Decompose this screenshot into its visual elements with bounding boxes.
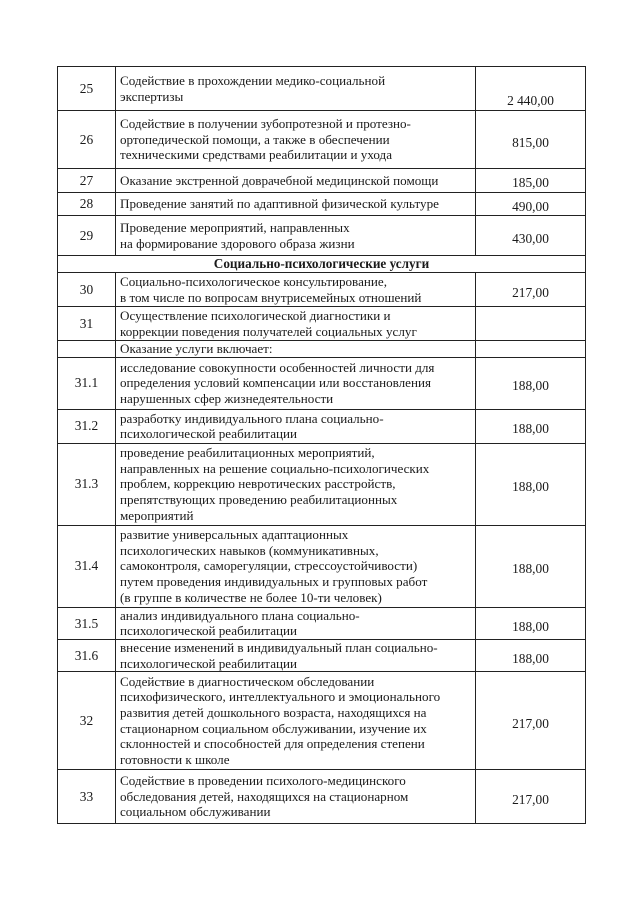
service-price: 430,00	[476, 216, 586, 256]
service-description	[116, 169, 476, 193]
row-number: 31.3	[58, 443, 116, 525]
service-description	[116, 307, 476, 341]
row-number: 29	[58, 216, 116, 256]
service-price: 815,00	[476, 111, 586, 169]
row-number: 31.6	[58, 639, 116, 671]
description-line: анализ индивидуального плана социально-	[120, 607, 360, 623]
table-row	[58, 672, 586, 770]
description-line: Содействие в диагностическом обследовании	[120, 673, 375, 689]
description-line: препятствующих проведению реабилитационных	[120, 492, 398, 508]
description-line: разработку индивидуального плана социально-	[120, 410, 384, 426]
section-title: Социально-психологические услуги	[58, 256, 586, 273]
description-line: ортопедической помощи, а также в обеспечении	[120, 131, 390, 147]
service-description	[116, 443, 476, 525]
description-line: готовности к школе	[120, 751, 230, 767]
description-line: Проведение занятий по адаптивной физической культуре	[120, 196, 439, 212]
section-header-row	[58, 256, 586, 273]
description-line: развитие универсальных адаптационных	[120, 527, 349, 543]
description-line: направленных на решение социально-психологических	[120, 460, 430, 476]
services-tariff-table	[57, 66, 585, 824]
description-line: Оказание услуги включает:	[120, 341, 273, 357]
description-line: исследование совокупности особенностей личности для	[120, 359, 435, 375]
description-line: психологических навыков (коммуникативных,	[120, 542, 379, 558]
section-header-group	[58, 256, 586, 273]
row-number: 32	[58, 672, 116, 770]
service-price: 2 440,00	[476, 67, 586, 111]
service-description	[116, 357, 476, 409]
table-row	[58, 216, 586, 256]
table-row	[58, 273, 586, 307]
rows-group-general	[58, 67, 586, 256]
row-number: 26	[58, 111, 116, 169]
row-number	[58, 341, 116, 358]
service-description	[116, 273, 476, 307]
table-row	[58, 409, 586, 443]
service-price: 490,00	[476, 192, 586, 216]
row-number: 30	[58, 273, 116, 307]
description-line: мероприятий	[120, 507, 194, 523]
description-line: коррекции поведения получателей социальных услуг	[120, 323, 417, 339]
description-line: Содействие в получении зубопротезной и протезно-	[120, 116, 411, 132]
service-price: 188,00	[476, 607, 586, 639]
tariff-table	[57, 66, 586, 824]
table-row	[58, 192, 586, 216]
row-number: 31.2	[58, 409, 116, 443]
description-line: техническими средствами реабилитации и ухода	[120, 147, 393, 163]
service-description	[116, 525, 476, 607]
description-line: психологической реабилитации	[120, 623, 298, 639]
row-number: 31	[58, 307, 116, 341]
description-line: стационарном социальном обслуживании, изучение их	[120, 720, 427, 736]
description-line: на формирование здорового образа жизни	[120, 235, 355, 251]
table-row	[58, 341, 586, 358]
service-description	[116, 341, 476, 358]
description-line: социальном обслуживании	[120, 804, 271, 820]
description-line: обследования детей, находящихся на стационарном	[120, 788, 409, 804]
table-row	[58, 67, 586, 111]
service-price: 188,00	[476, 525, 586, 607]
description-line: проблем, коррекцию невротических расстройств,	[120, 476, 396, 492]
table-row	[58, 607, 586, 639]
row-number: 31.1	[58, 357, 116, 409]
table-row	[58, 111, 586, 169]
table-row	[58, 357, 586, 409]
description-line: проведение реабилитационных мероприятий,	[120, 445, 375, 461]
description-line: психофизического, интеллектуального и эмоционального	[120, 689, 441, 705]
row-number: 31.5	[58, 607, 116, 639]
description-line: Содействие в проведении психолого-медицинского	[120, 773, 406, 789]
service-price	[476, 307, 586, 341]
description-line: развития детей дошкольного возраста, находящихся на	[120, 705, 427, 721]
row-number: 25	[58, 67, 116, 111]
description-line: Социально-психологическое консультирование,	[120, 274, 387, 290]
description-line: в том числе по вопросам внутрисемейных отношений	[120, 289, 422, 305]
service-description	[116, 607, 476, 639]
table-row	[58, 443, 586, 525]
table-row	[58, 169, 586, 193]
description-line: Оказание экстренной доврачебной медицинской помощи	[120, 172, 439, 188]
description-line: определения условий компенсации или восстановления	[120, 375, 432, 391]
service-price: 185,00	[476, 169, 586, 193]
description-line: психологической реабилитации	[120, 426, 298, 442]
row-number: 28	[58, 192, 116, 216]
row-number: 27	[58, 169, 116, 193]
table-row	[58, 639, 586, 671]
description-line: нарушенных сфер жизнедеятельности	[120, 391, 334, 407]
description-line: психологической реабилитации	[120, 655, 298, 671]
table-row	[58, 770, 586, 824]
description-line: склонностей и способностей для определения степени	[120, 736, 425, 752]
description-line: Проведение мероприятий, направленных	[120, 220, 350, 236]
rows-group-social-psychological	[58, 273, 586, 824]
row-number: 33	[58, 770, 116, 824]
service-price: 188,00	[476, 357, 586, 409]
service-price	[476, 341, 586, 358]
description-line: внесение изменений в индивидуальный план социально-	[120, 639, 438, 655]
service-price: 188,00	[476, 639, 586, 671]
service-price: 217,00	[476, 672, 586, 770]
table-row	[58, 525, 586, 607]
table-row	[58, 307, 586, 341]
service-price: 217,00	[476, 273, 586, 307]
service-description	[116, 409, 476, 443]
description-line: самоконтроля, саморегуляции, стрессоустойчивости)	[120, 558, 418, 574]
description-line: экспертизы	[120, 88, 184, 104]
description-line: Содействие в прохождении медико-социальной	[120, 72, 386, 88]
service-description	[116, 192, 476, 216]
row-number: 31.4	[58, 525, 116, 607]
service-description	[116, 111, 476, 169]
service-price: 188,00	[476, 409, 586, 443]
service-description	[116, 770, 476, 824]
service-description	[116, 639, 476, 671]
service-price: 217,00	[476, 770, 586, 824]
description-line: Осуществление психологической диагностики и	[120, 308, 391, 324]
service-price: 188,00	[476, 443, 586, 525]
service-description	[116, 216, 476, 256]
service-description	[116, 672, 476, 770]
service-description	[116, 67, 476, 111]
description-line: (в группе в количестве не более 10-ти человек)	[120, 589, 382, 605]
description-line: путем проведения индивидуальных и групповых работ	[120, 574, 428, 590]
